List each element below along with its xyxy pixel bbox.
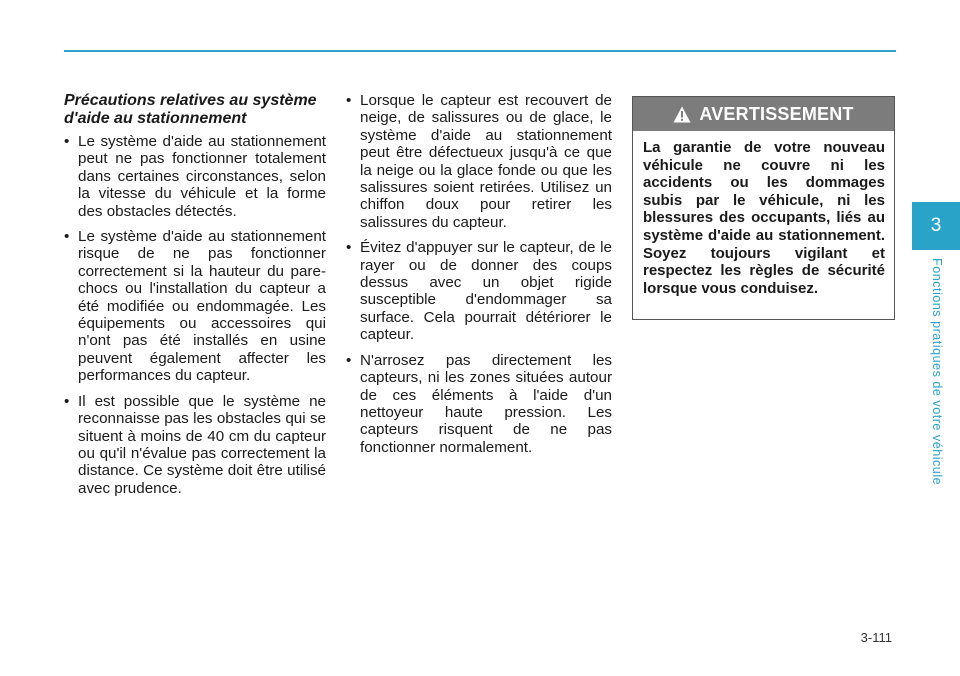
left-column — [64, 92, 326, 505]
middle-bullet-list — [346, 92, 612, 456]
warning-box — [632, 96, 895, 320]
list-item: • Lorsque le capteur est recouvert de neige, de salissures ou de glace, le système d'aide au stationnement peut être défectueux jusqu'à ce que la neige ou la glace fonde ou que les salissures soient retirées. Utilisez un chiffon doux pour retirer les salissures du capteur. — [346, 92, 612, 231]
chapter-tab: 3 — [912, 202, 960, 250]
chapter-title: Fonctions pratiques de votre véhicule — [930, 258, 944, 486]
warning-title: AVERTISSEMENT — [699, 103, 854, 124]
warning-text: La garantie de votre nouveau véhicule ne couvre ni les accidents ou les dommages subis par le véhicule, ni les blessures des occupants, liés au système d'aide au stationnement. Soyez toujours vigilant et respectez les règles de sécurité lorsque vous conduisez. — [643, 139, 885, 297]
warning-triangle-icon — [673, 106, 691, 123]
list-item: • Le système d'aide au stationnement risque de ne pas fonctionner correctement si la hauteur du pare-chocs ou l'installation du capteur a été modifiée ou endommagée. Les équipements ou accessoires qui n'ont pas été installés en usine peuvent également affecter les performances du capteur. — [64, 228, 326, 385]
page-number: 3-111 — [860, 630, 892, 645]
section-title: Précautions relatives au système d'aide au stationnement — [64, 92, 317, 127]
warning-header — [633, 97, 894, 131]
middle-column — [346, 92, 612, 464]
list-item: • Le système d'aide au stationnement peut ne pas fonctionner totalement dans certaines circonstances, selon la vitesse du véhicule et la forme des obstacles détectés. — [64, 133, 326, 220]
list-item: • Évitez d'appuyer sur le capteur, de le rayer ou de donner des coups dessus avec un objet rigide susceptible d'endommager sa surface. Cela pourrait détériorer le capteur. — [346, 239, 612, 343]
list-item: • N'arrosez pas directement les capteurs, ni les zones situées autour de ces éléments à l'aide d'un nettoyeur haute pression. Les capteurs risquent de ne pas fonctionner normalement. — [346, 352, 612, 456]
list-item: • Il est possible que le système ne reconnaisse pas les obstacles qui se situent à moins de 40 cm du capteur ou qu'il n'évalue pas correctement la distance. Ce système doit être utilisé avec prudence. — [64, 393, 326, 497]
header-rule — [64, 50, 896, 52]
left-bullet-list — [64, 133, 326, 497]
